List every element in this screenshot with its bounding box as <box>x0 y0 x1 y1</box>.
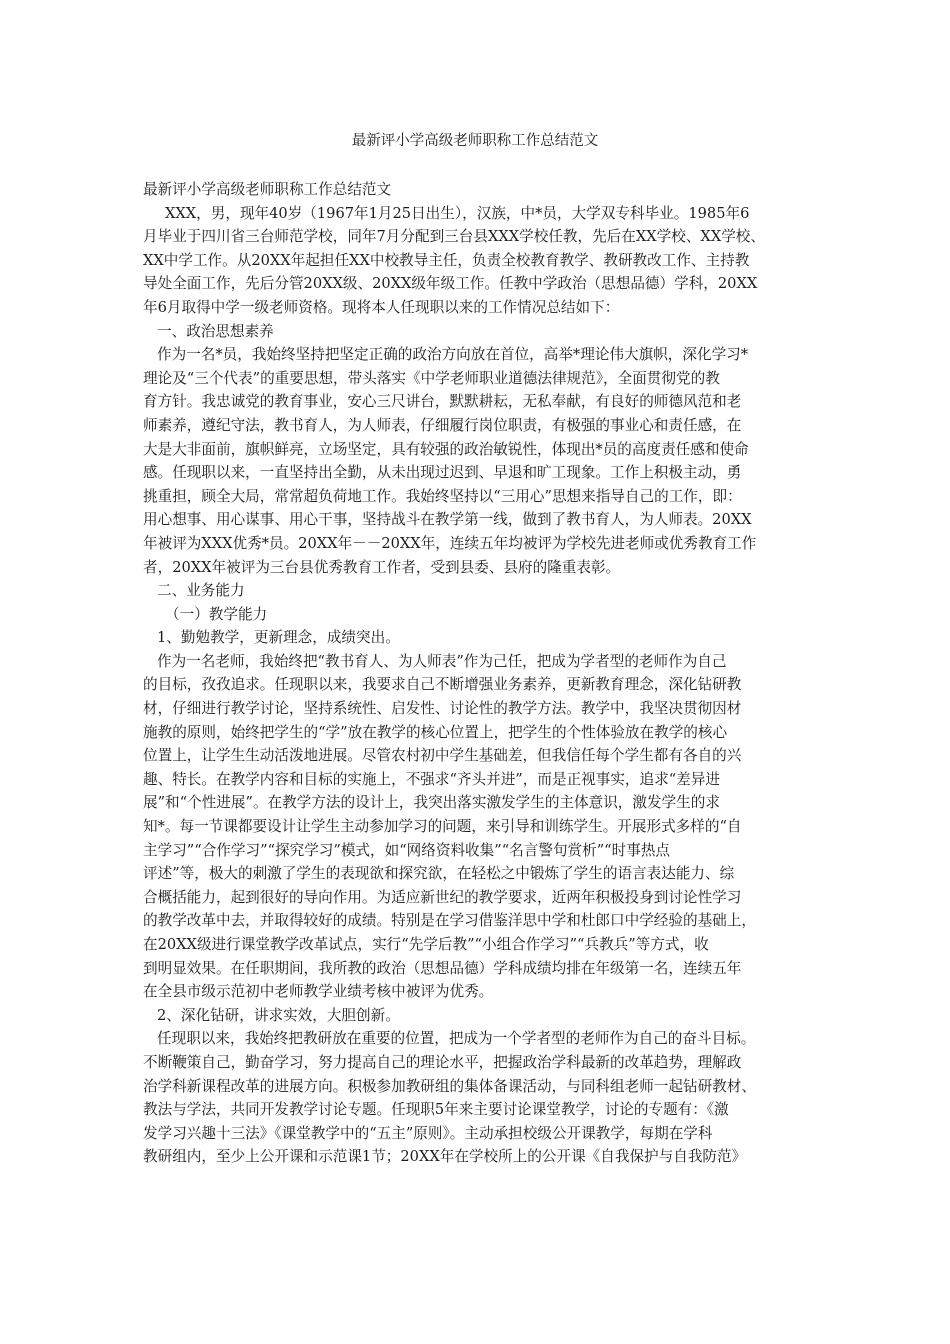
text-line: 趣、特长。在教学内容和目标的实施上，不强求“齐头并进”，而是正视事实，追求“差异进 <box>143 770 720 788</box>
text-line: XXX，男，现年40岁（1967年1月25日出生），汉族，中*员，大学双专科毕业。1985年6 <box>165 204 750 222</box>
text-line: 作为一名*员，我始终坚持把坚定正确的政治方向放在首位，高举*理论伟大旗帜，深化学习* <box>157 346 749 364</box>
text-line: 理论及“三个代表”的重要思想，带头落实《中学老师职业道德法律规范》，全面贯彻党的教 <box>143 369 720 387</box>
text-line: 最新评小学高级老师职称工作总结范文 <box>143 181 392 198</box>
text-line: 一、政治思想素养 <box>157 322 274 340</box>
text-line: 的教学改革中去，并取得较好的成绩。特别是在学习借鉴洋思中学和杜郎口中学经验的基础上， <box>143 912 756 930</box>
text-line: 用心想事、用心谋事、用心干事，坚持战斗在教学第一线，做到了教书育人，为人师表。20XX <box>143 511 752 529</box>
text-line: 者，20XX年被评为三台县优秀教育工作者，受到县委、县府的隆重表彰。 <box>143 558 621 576</box>
text-line: 年6月取得中学一级老师资格。现将本人任现职以来的工作情况总结如下： <box>143 298 620 316</box>
text-line: 月毕业于四川省三台师范学校，同年7月分配到三台县XXX学校任教，先后在XX学校、XX学校、 <box>143 228 765 246</box>
document-body <box>143 178 815 1169</box>
text-line: 二、业务能力 <box>157 582 245 600</box>
text-line: 合概括能力，起到很好的导向作用。为适应新世纪的教学要求，近两年积极投身到讨论性学习 <box>143 888 742 906</box>
text-line: 在20XX级进行课堂教学改革试点，实行“先学后教”“小组合作学习”“兵教兵”等方式，收 <box>143 936 709 953</box>
text-line: 作为一名老师，我始终把“教书育人、为人师表”作为己任，把成为学者型的老师作为自己 <box>157 652 727 670</box>
text-line: 挑重担，顾全大局，常常超负荷地工作。我始终坚持以“三用心”思想来指导自己的工作，即： <box>143 487 742 505</box>
text-line: 展”和“个性进展”。在教学方法的设计上，我突出落实激发学生的主体意识，激发学生的求 <box>143 794 720 812</box>
text-line: 1、勤勉教学，更新理念，成绩突出。 <box>157 629 400 647</box>
text-line: 感。任现职以来，一直坚持出全勤，从未出现过迟到、早退和旷工现象。工作上积极主动，勇 <box>143 464 742 482</box>
text-line: 教法与学法，共同开发教学讨论专题。任现职5年来主要讨论课堂教学，讨论的专题有：《激 <box>143 1101 729 1119</box>
text-line: 2、深化钻研，讲求实效，大胆创新。 <box>157 1006 400 1024</box>
text-line: 的目标，孜孜追求。任现职以来，我要求自己不断增强业务素养，更新教育理念，深化钻研教 <box>143 676 742 694</box>
document-title: 最新评小学高级老师职称工作总结范文 <box>351 133 599 149</box>
text-line: 发学习兴趣十三法》《课堂教学中的“五主”原则》。主动承担校级公开课教学，每期在学科 <box>143 1124 713 1142</box>
text-line: 师素养，遵纪守法，教书育人，为人师表，仔细履行岗位职责，有极强的事业心和责任感，在 <box>143 416 742 434</box>
text-line: 大是大非面前，旗帜鲜亮，立场坚定，具有较强的政治敏锐性，体现出*员的高度责任感和使命 <box>143 440 749 458</box>
text-line: 材，仔细进行教学讨论，坚持系统性、启发性、讨论性的教学方法。教学中，我坚决贯彻因材 <box>143 700 742 718</box>
text-line: （一）教学能力 <box>165 605 268 623</box>
text-line: 不断鞭策自己，勤奋学习，努力提高自己的理论水平，把握政治学科最新的改革趋势，理解政 <box>143 1053 742 1071</box>
text-line: 到明显效果。在任职期间，我所教的政治（思想品德）学科成绩均排在年级第一名，连续五年 <box>143 959 742 977</box>
text-line: 任现职以来，我始终把教研放在重要的位置，把成为一个学者型的老师作为自己的奋斗目标。 <box>157 1030 756 1048</box>
text-line: 评述”等，极大的刺激了学生的表现欲和探究欲，在轻松之中锻炼了学生的语言表达能力、综 <box>143 865 735 883</box>
text-line: 治学科新课程改革的进展方向。积极参加教研组的集体备课活动，与同科组老师一起钻研教材、 <box>143 1077 756 1095</box>
text-line: 在全县市级示范初中老师教学业绩考核中被评为优秀。 <box>143 983 494 1001</box>
text-line: 知*。每一节课都要设计让学生主动参加学习的问题，来引导和训练学生。开展形式多样的“自 <box>143 818 742 836</box>
text-line: 主学习”“合作学习”“探究学习”模式，如“网络资料收集”“名言警句赏析”“时事热点 <box>143 841 671 859</box>
text-line: 教研组内，至少上公开课和示范课1节；20XX年在学校所上的公开课《自我保护与自我防范》 <box>143 1148 747 1166</box>
text-line: 施教的原则，始终把学生的“学”放在教学的核心位置上，把学生的个性体验放在教学的核心 <box>143 723 728 741</box>
text-line: 导处全面工作，先后分管20XX级、20XX级年级工作。任教中学政治（思想品德）学科，20XX <box>143 275 758 293</box>
text-line: XX中学工作。从20XX年起担任XX中校教导主任，负责全校教育教学、教研教改工作、主持教 <box>143 251 750 269</box>
text-line: 育方针。我忠诚党的教育事业，安心三尺讲台，默默耕耘，无私奉献，有良好的师德风范和老 <box>143 393 742 411</box>
text-line: 年被评为XXX优秀*员。20XX年－－20XX年，连续五年均被评为学校先进老师或优秀教育工作 <box>143 534 757 552</box>
text-line: 位置上，让学生生动活泼地进展。尽管农村初中学生基础差，但我信任每个学生都有各自的兴 <box>143 747 742 765</box>
